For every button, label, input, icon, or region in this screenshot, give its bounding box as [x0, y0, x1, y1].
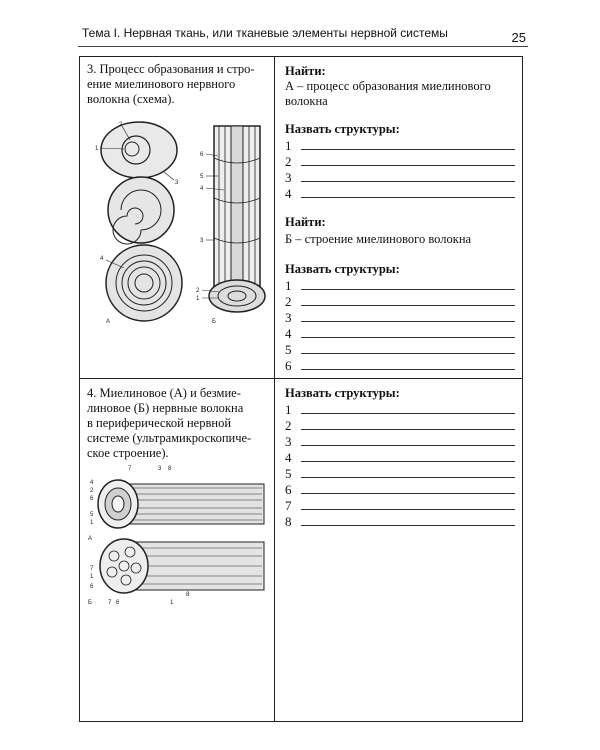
answer-number: 3 — [285, 170, 292, 185]
fig4-label: 2 — [90, 488, 94, 494]
answer-line[interactable] — [301, 445, 515, 446]
page-header — [78, 24, 528, 47]
row-divider — [79, 378, 523, 379]
find-a-line: волокна — [285, 94, 328, 108]
answer-row[interactable] — [285, 170, 515, 186]
fig4-label: 3 — [158, 466, 162, 472]
answer-line[interactable] — [301, 353, 515, 354]
answer-line[interactable] — [301, 197, 515, 198]
answer-number: 3 — [285, 434, 292, 449]
answer-number: 3 — [285, 310, 292, 325]
fig4-label: 7 — [90, 566, 94, 572]
task4-title-line: ское строение). — [87, 446, 169, 460]
find-b-text: Б – строение миелинового волокна — [285, 232, 472, 246]
answer-row[interactable] — [285, 326, 515, 342]
fig4-label: 1 — [170, 600, 174, 606]
answer-number: 4 — [285, 450, 292, 465]
header-title: Тема I. Нервная ткань, или тканевые элементы нервной системы — [82, 26, 448, 40]
answer-row[interactable] — [285, 434, 515, 450]
answer-line[interactable] — [301, 305, 515, 306]
answer-row[interactable] — [285, 186, 515, 202]
answer-row[interactable] — [285, 138, 515, 154]
answer-number: 8 — [285, 514, 292, 529]
fig4-label: Б — [88, 600, 92, 606]
fig4-label: 7 — [108, 600, 112, 606]
find-a-text — [285, 79, 491, 109]
answer-number: 6 — [285, 358, 292, 373]
fig4-label: А — [88, 536, 93, 542]
answer-line[interactable] — [301, 493, 515, 494]
myelination-figure — [94, 118, 274, 328]
fig4-label: 6 — [90, 584, 94, 590]
answer-line[interactable] — [301, 165, 515, 166]
fig4-label: 6 — [116, 600, 120, 606]
fig4-label: 8 — [168, 466, 172, 472]
fig4-label: 4 — [90, 480, 94, 486]
answer-row[interactable] — [285, 418, 515, 434]
fig3-label: 1 — [95, 146, 99, 152]
answer-line[interactable] — [301, 525, 515, 526]
answer-line[interactable] — [301, 181, 515, 182]
fig4-label: 1 — [90, 574, 94, 580]
task4-title-line: в периферической нервной — [87, 416, 232, 430]
task4-title-line: линовое (Б) нервные волокна — [87, 401, 244, 415]
column-divider — [274, 56, 275, 722]
answer-number: 4 — [285, 326, 292, 341]
answer-line[interactable] — [301, 429, 515, 430]
answer-number: 4 — [285, 186, 292, 201]
fig4-label: 8 — [186, 592, 190, 598]
answer-row[interactable] — [285, 278, 515, 294]
answer-number: 6 — [285, 482, 292, 497]
task3-title-line: волокна (схема). — [87, 92, 175, 106]
answer-row[interactable] — [285, 482, 515, 498]
answer-row[interactable] — [285, 310, 515, 326]
page-number: 25 — [511, 30, 526, 45]
structures-b-heading: Назвать структуры: — [285, 262, 400, 276]
answer-number: 5 — [285, 342, 292, 357]
answer-line[interactable] — [301, 337, 515, 338]
fig3-label: А — [106, 319, 111, 325]
fig3-label: 3 — [200, 238, 204, 244]
answer-row[interactable] — [285, 358, 515, 374]
task4-title — [87, 386, 251, 461]
answer-line[interactable] — [301, 149, 515, 150]
answer-line[interactable] — [301, 477, 515, 478]
task3-title-line: ение миелинового нервного — [87, 77, 236, 91]
answer-line[interactable] — [301, 289, 515, 290]
fig3-label: 5 — [200, 174, 204, 180]
fig3-label: 3 — [175, 180, 179, 186]
answer-number: 1 — [285, 402, 292, 417]
answer-row[interactable] — [285, 294, 515, 310]
answer-line[interactable] — [301, 321, 515, 322]
task4-title-line: системе (ультрамикроскопиче- — [87, 431, 252, 445]
answer-row[interactable] — [285, 498, 515, 514]
answer-line[interactable] — [301, 369, 515, 370]
fig3-label: 4 — [200, 186, 204, 192]
answer-number: 5 — [285, 466, 292, 481]
answer-number: 7 — [285, 498, 292, 513]
answer-number: 1 — [285, 278, 292, 293]
answer-number: 2 — [285, 418, 292, 433]
find-a-line: А – процесс образования миелинового — [285, 79, 491, 93]
answer-number: 1 — [285, 138, 292, 153]
fig3-label: 4 — [100, 256, 104, 262]
fig3-label: 6 — [200, 152, 204, 158]
answer-row[interactable] — [285, 466, 515, 482]
fig3-label: 2 — [196, 288, 200, 294]
task4-structures-heading: Назвать структуры: — [285, 386, 400, 400]
answer-row[interactable] — [285, 514, 515, 530]
fig3-label: Б — [212, 319, 216, 325]
task3-title — [87, 62, 255, 107]
fig4-label: 1 — [90, 520, 94, 526]
structures-a-heading: Назвать структуры: — [285, 122, 400, 136]
answer-row[interactable] — [285, 450, 515, 466]
answer-number: 2 — [285, 154, 292, 169]
fig3-label: 1 — [196, 296, 200, 302]
fig4-label: 5 — [90, 512, 94, 518]
answer-number: 2 — [285, 294, 292, 309]
task3-title-line: 3. Процесс образования и стро- — [87, 62, 255, 76]
nerve-fibers-figure — [86, 462, 270, 612]
answer-line[interactable] — [301, 413, 515, 414]
answer-row[interactable] — [285, 154, 515, 170]
find-b-heading: Найти: — [285, 215, 326, 229]
answer-line[interactable] — [301, 461, 515, 462]
fig3-label: 2 — [119, 122, 123, 128]
fig4-label: 6 — [90, 496, 94, 502]
fig4-label: 7 — [128, 466, 132, 472]
answer-row[interactable] — [285, 402, 515, 418]
answer-line[interactable] — [301, 509, 515, 510]
task4-title-line: 4. Миелиновое (А) и безмие- — [87, 386, 241, 400]
answer-row[interactable] — [285, 342, 515, 358]
find-a-heading: Найти: — [285, 64, 326, 78]
